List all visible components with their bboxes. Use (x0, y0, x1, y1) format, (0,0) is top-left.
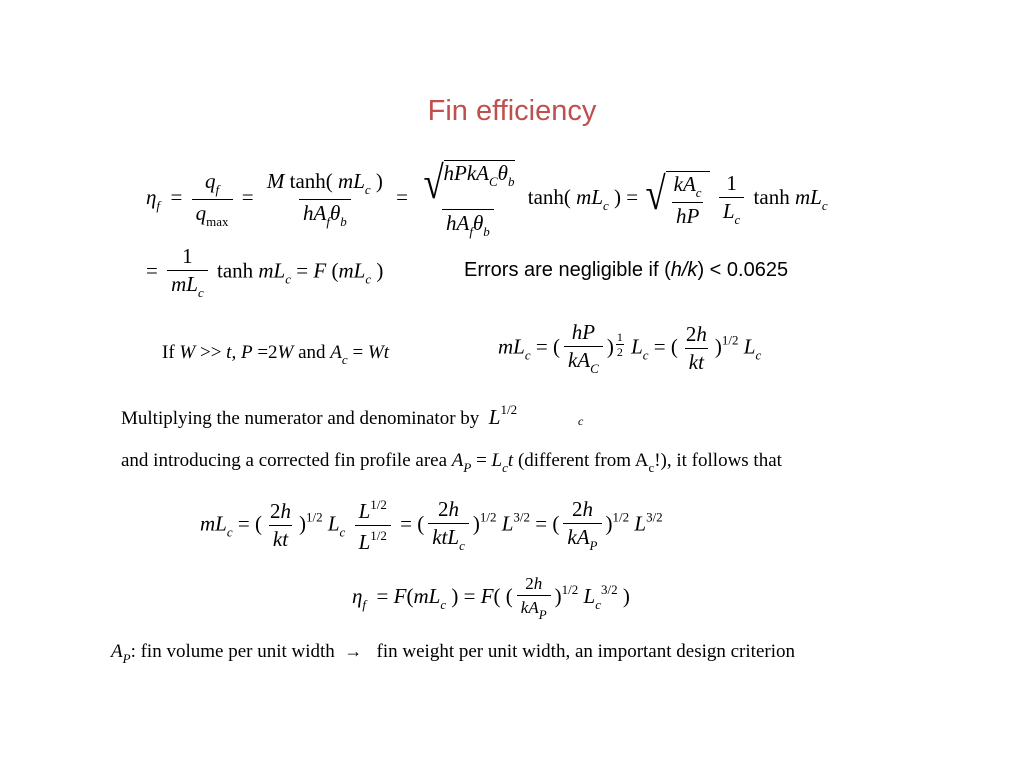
errors-note: Errors are negligible if (h/k) < 0.0625 (464, 259, 789, 281)
mlc-equation: $mL_c$ = ( $\frac{hP}{kA_C}$ ) $\frac{1}{2}$ $L_c$ = ( $\frac{2h}{kt}$ )$^{1/2}$ $L_c$ (498, 320, 762, 376)
ap-description: $A_P$: fin volume per unit width → fin weight per unit width, an important design criterion (111, 641, 795, 666)
fin-efficiency-equation: $\eta_f$ = $\frac{q_f}{q_{max}}$ = $\frac{M \tanh( mL_c )}{hA_f\theta_b}$ = √ $hPkA_C\theta_b$ $hA_f\theta_b$ tanh( $mL_c$ ) = √ $\frac{kA_c}{hP}$ $\frac{1}{L_c}$ $\tanh mL_c$ (146, 157, 828, 239)
introducing-text: and introducing a corrected fin profile area $A_P = L_ct$ (different from $A_c$!), it follows that (121, 450, 782, 475)
thin-fin-condition: If W >> t, P =2W and $A_c = Wt$ (162, 342, 390, 367)
right-arrow-icon: → (344, 641, 363, 661)
multiplying-text: Multiplying the numerator and denominator by $L^{1/2}$ (121, 402, 518, 429)
multiplier-subscript: c (578, 414, 584, 428)
slide-title: Fin efficiency (427, 95, 597, 127)
fin-efficiency-function-equation: = $\frac{1}{mL_c}$ $\tanh mL_c = F$ ($mL_c$ ) (146, 244, 384, 300)
corrected-profile-equation: $mL_c$ = ( $\frac{2h}{kt}$ )$^{1/2}$ $L_c$ $\frac{L^{1/2}}{L^{1/2}}$ = ( $\frac{2h}{ktL_c}$ )$^{1/2}$ $L^{3/2}$ = ( $\frac{2h}{kA_P}$ )$^{1/2}$ $L^{3/2}$ (200, 497, 663, 554)
final-efficiency-equation: $\eta_f = F(mL_c$ ) = F( ( $\frac{2h}{kA_P}$ )$^{1/2}$ $L_c^{3/2}$ ) (352, 574, 630, 622)
